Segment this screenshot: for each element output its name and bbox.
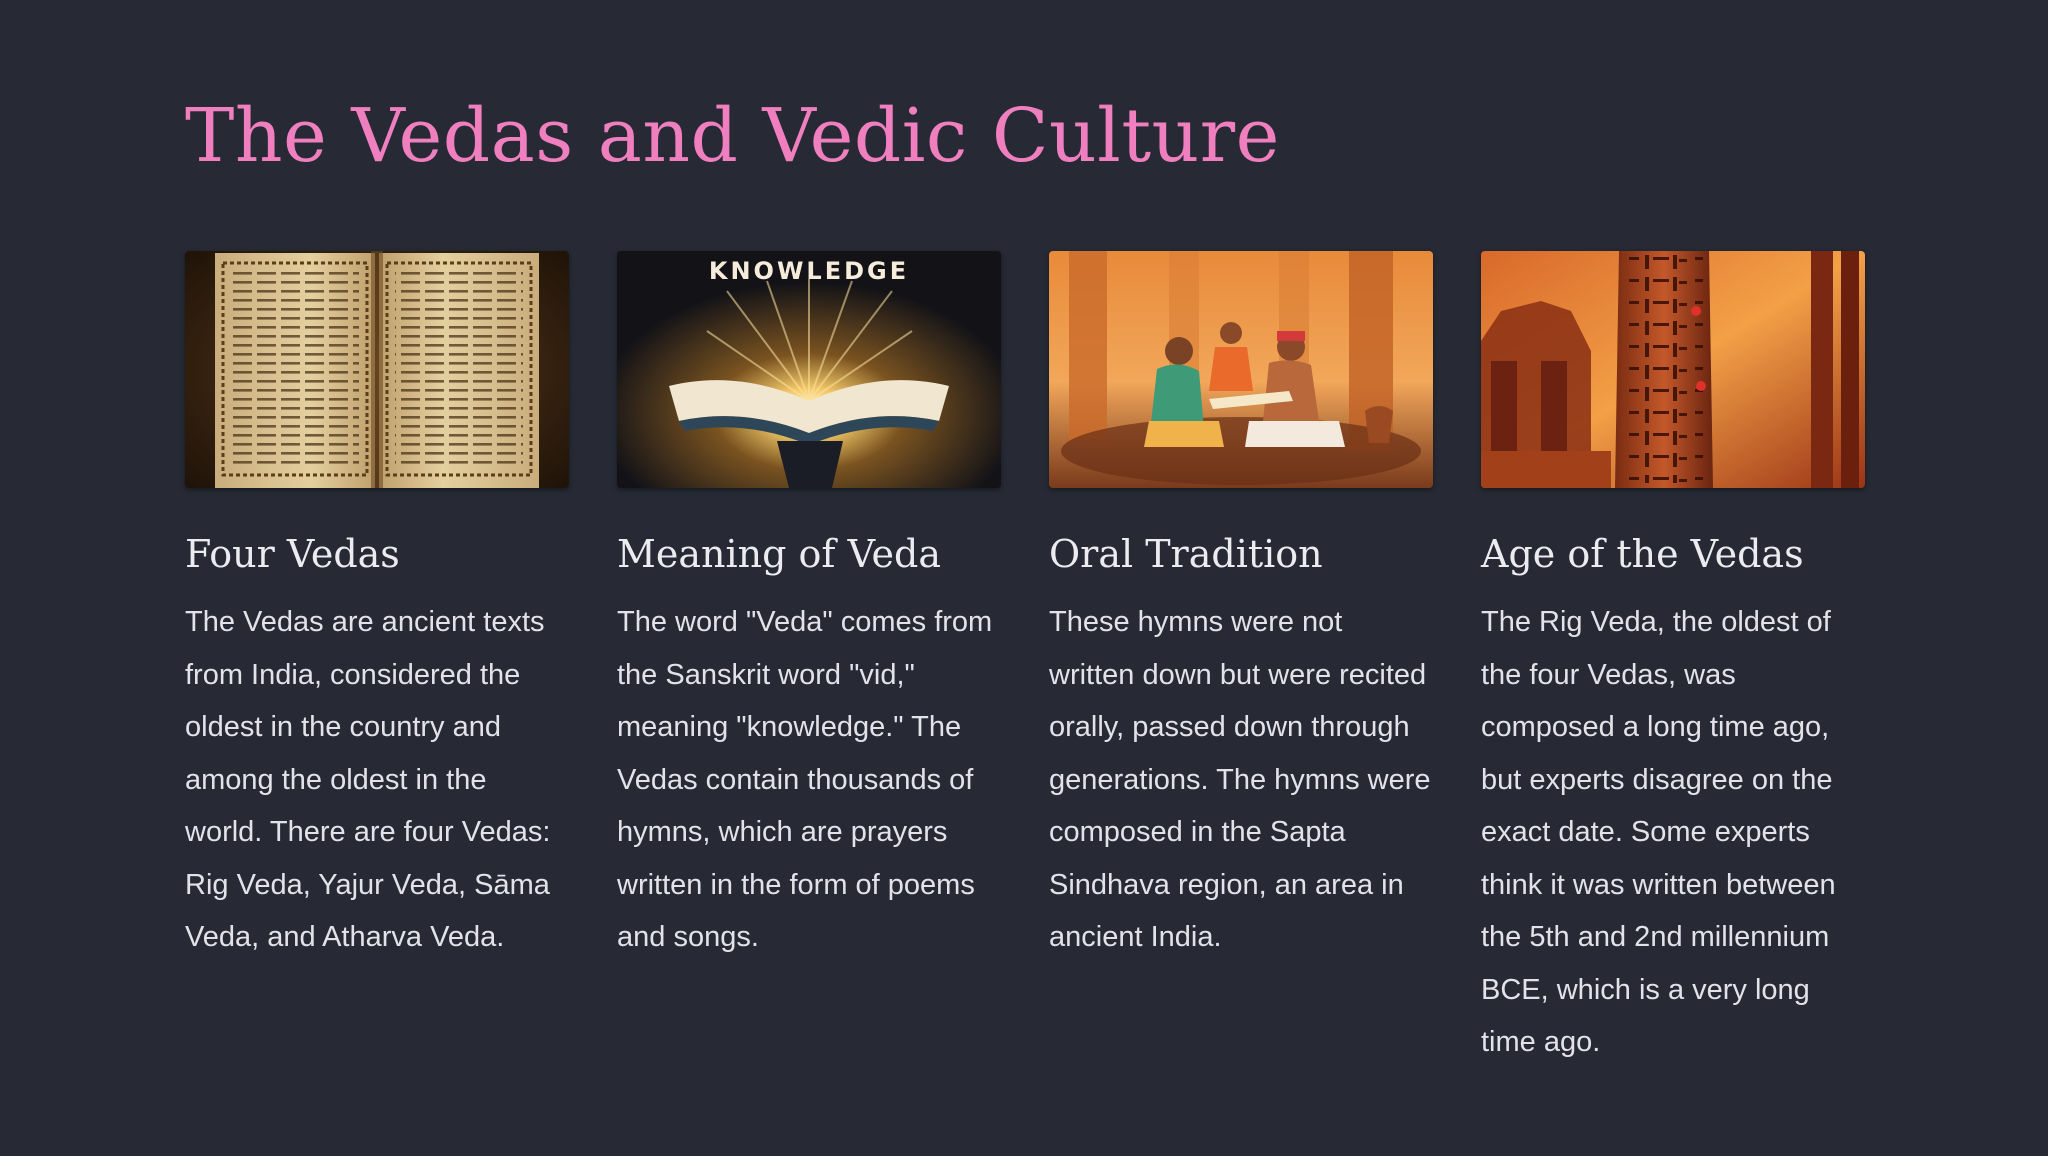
card-body: The word "Veda" comes from the Sanskrit word "vid," meaning "knowledge." The Vedas contain thousands of hymns, which are prayers written in the form of poems and songs. (617, 606, 993, 953)
card-age-of-the-vedas (1481, 251, 1865, 1069)
card-heading: Meaning of Veda (617, 532, 942, 576)
knowledge-caption: KNOWLEDGE (708, 257, 910, 285)
card-body: The Rig Veda, the oldest of the four Vedas, was composed a long time ago, but experts disagree on the exact date. Some experts think it was written between the 5th and 2nd millennium BCE, which is a very long time ago. (1481, 606, 1836, 1058)
inscribed-pillar-image (1481, 251, 1865, 488)
card-body: The Vedas are ancient texts from India, considered the oldest in the country and among the oldest in the world. There are four Vedas: Rig Veda, Yajur Veda, Sāma Veda, and Atharva Veda. (185, 606, 551, 953)
open-manuscript-image (185, 251, 569, 488)
glowing-book-illustration (617, 251, 1001, 488)
card-heading: Oral Tradition (1049, 532, 1323, 576)
card-row (185, 251, 1865, 1069)
slide-title: The Vedas and Vedic Culture (185, 93, 1280, 179)
card-meaning-of-veda (617, 251, 1001, 1069)
card-heading: Age of the Vedas (1481, 532, 1804, 576)
inscribed-pillar-illustration (1481, 251, 1865, 488)
people-reciting-illustration (1049, 251, 1433, 488)
glowing-book-image (617, 251, 1001, 488)
card-body: These hymns were not written down but were recited orally, passed down through generations. The hymns were composed in the Sapta Sindhava region, an area in ancient India. (1049, 606, 1431, 953)
card-four-vedas (185, 251, 569, 1069)
card-heading: Four Vedas (185, 532, 400, 576)
card-oral-tradition (1049, 251, 1433, 1069)
open-manuscript-illustration (185, 251, 569, 488)
people-reciting-image (1049, 251, 1433, 488)
